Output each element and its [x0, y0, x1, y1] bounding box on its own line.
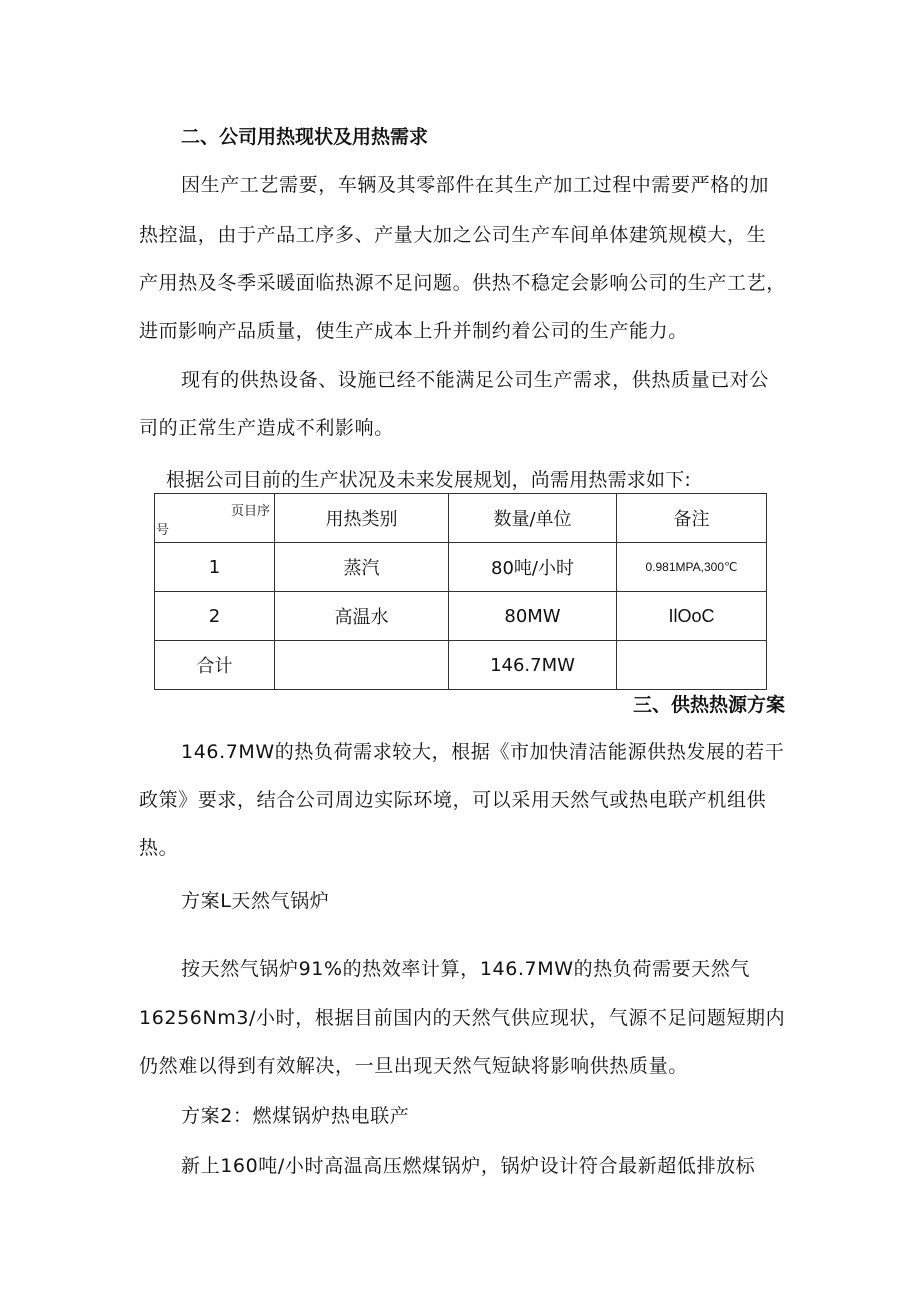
section-heading: 三、供热热源方案 — [632, 694, 785, 716]
paragraph-line: 仍然难以得到有效解决，一旦出现天然气短缺将影响供热质量。 — [139, 1055, 688, 1077]
header-seq — [155, 494, 275, 543]
plan-title: 方案2：燃煤锅炉热电联产 — [181, 1105, 410, 1127]
paragraph-line: 政策》要求，结合公司周边实际环境，可以采用天然气或热电联产机组供 — [139, 789, 767, 811]
cell-note: 0.981MPA,300℃ — [617, 543, 767, 592]
header-seq-top: 页目序 — [230, 504, 270, 519]
header-type: 用热类别 — [275, 494, 449, 543]
plan-title: 方案L天然气锅炉 — [181, 890, 330, 912]
table-total-row — [155, 641, 767, 690]
paragraph-line: 因生产工艺需要，车辆及其零部件在其生产加工过程中需要严格的加 — [181, 174, 770, 196]
paragraph-line: 进而影响产品质量，使生产成本上升并制约着公司的生产能力。 — [139, 320, 688, 342]
paragraph-line: 热。 — [139, 837, 179, 859]
cell-seq: 2 — [155, 592, 275, 641]
cell-seq: 1 — [155, 543, 275, 592]
cell-type: 高温水 — [275, 592, 449, 641]
paragraph-line: 新上160吨/小时高温高压燃煤锅炉，锅炉设计符合最新超低排放标 — [181, 1155, 756, 1177]
heat-demand-table — [154, 493, 767, 690]
paragraph-line: 热控温，由于产品工序多、产量大加之公司生产车间单体建筑规模大，生 — [139, 224, 767, 246]
paragraph-line: 146.7MW的热负荷需求较大，根据《市加快清洁能源供热发展的若干 — [181, 741, 785, 763]
table-row — [155, 592, 767, 641]
cell-type — [275, 641, 449, 690]
paragraph-line: 司的正常生产造成不利影响。 — [139, 417, 394, 439]
cell-note: IlOoC — [617, 592, 767, 641]
cell-qty: 80MW — [449, 592, 617, 641]
cell-seq: 合计 — [155, 641, 275, 690]
paragraph-line: 现有的供热设备、设施已经不能满足公司生产需求，供热质量已对公 — [181, 369, 770, 391]
cell-type: 蒸汽 — [275, 543, 449, 592]
header-note: 备注 — [617, 494, 767, 543]
paragraph-line: 产用热及冬季采暖面临热源不足问题。供热不稳定会影响公司的生产工艺， — [139, 272, 786, 294]
header-qty: 数量/单位 — [449, 494, 617, 543]
header-seq-bottom: 号 — [156, 523, 170, 538]
section-heading: 二、公司用热现状及用热需求 — [181, 126, 429, 148]
paragraph-line: 16256Nm3/小时，根据目前国内的天然气供应现状，气源不足问题短期内 — [139, 1007, 786, 1029]
table-header-row — [155, 494, 767, 543]
table-row — [155, 543, 767, 592]
cell-qty: 146.7MW — [449, 641, 617, 690]
paragraph-line: 按天然气锅炉91%的热效率计算，146.7MW的热负荷需要天然气 — [181, 958, 751, 980]
cell-qty: 80吨/小时 — [449, 543, 617, 592]
table-caption: 根据公司目前的生产状况及未来发展规划，尚需用热需求如下: — [166, 469, 692, 491]
cell-note — [617, 641, 767, 690]
